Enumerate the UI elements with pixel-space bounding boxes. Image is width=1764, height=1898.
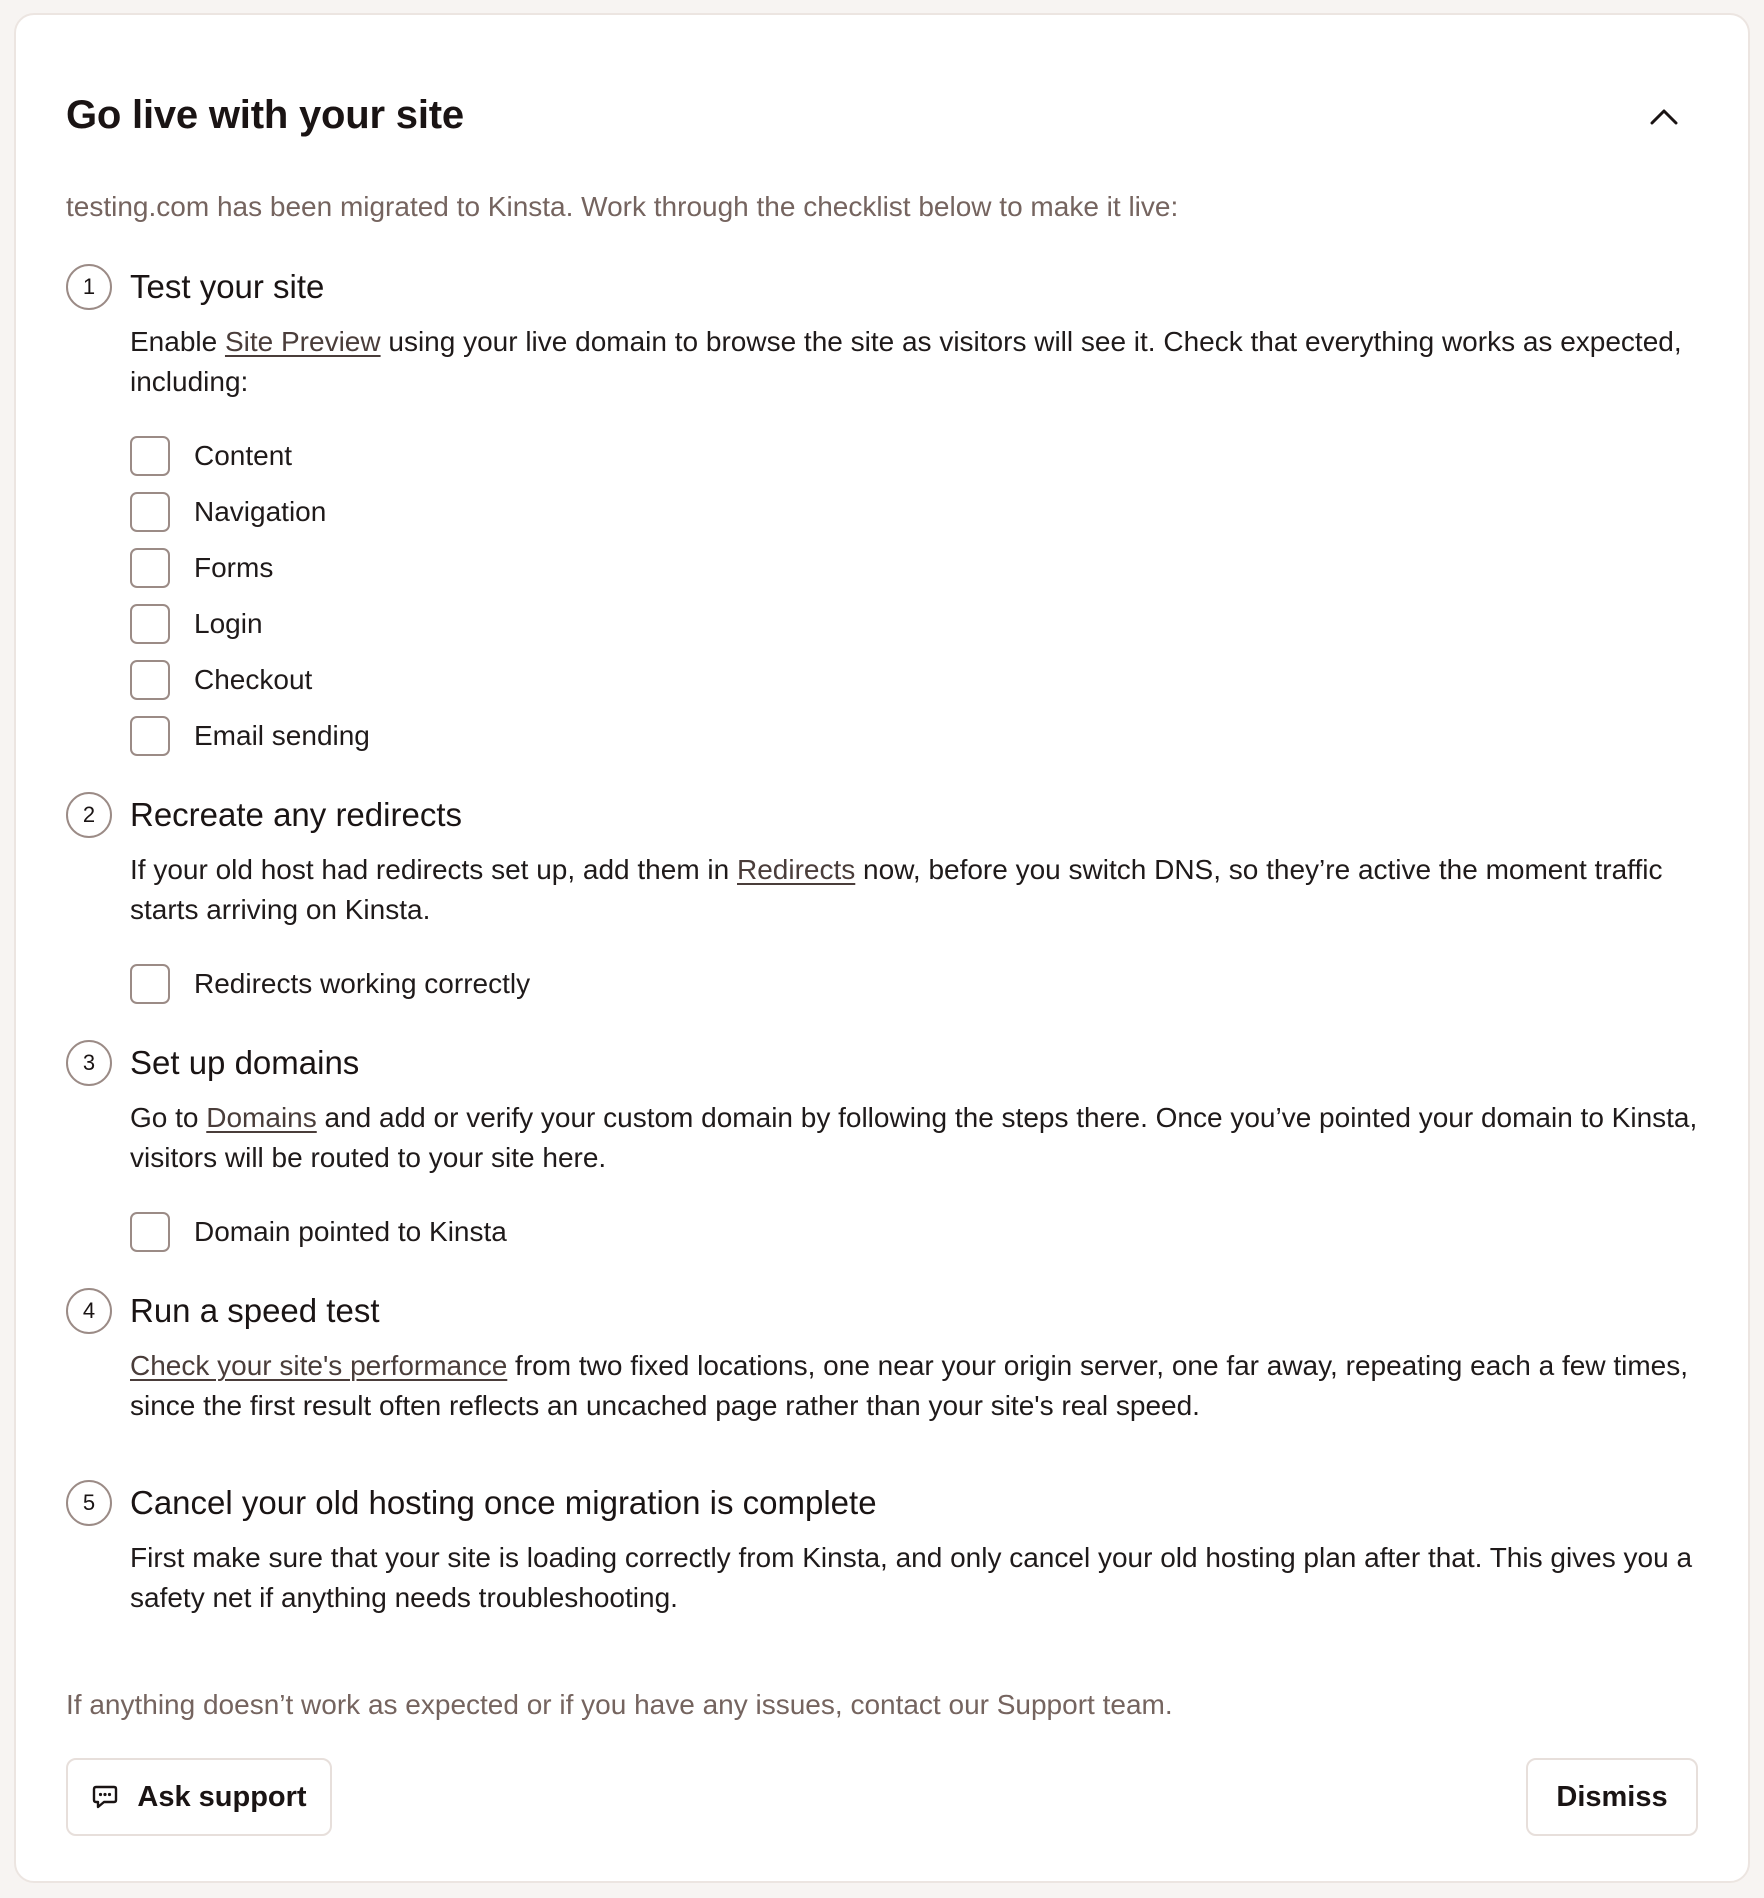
step-title: Set up domains [130,1044,360,1081]
support-note: If anything doesn’t work as expected or if you have any issues, contact our Support team. [66,1689,1173,1720]
step-description: Check your site's performance from two fixed locations, one near your origin server, one far away, repeating each a few times, since the first result often reflects an uncached page rather than your site's real speed. [130,1350,1689,1421]
domains-link[interactable]: Domains [206,1102,317,1133]
checklist-label: Login [194,608,263,639]
checkbox[interactable] [130,492,170,532]
ask-support-button[interactable] [66,1758,332,1836]
step-description: Enable Site Preview using your live domain to browse the site as visitors will see it. Check that everything works as expected, including: [130,326,1682,397]
check-performance-link[interactable]: Check your site's performance [130,1350,508,1381]
checklist-item-email-sending[interactable] [130,716,370,756]
checklist-item-navigation[interactable] [130,492,326,532]
checkbox[interactable] [130,604,170,644]
checklist-label: Domain pointed to Kinsta [194,1216,507,1247]
step-description: First make sure that your site is loading correctly from Kinsta, and only cancel your old hosting plan after that. This gives you a safety net if anything needs troubleshooting. [130,1542,1693,1613]
checkbox[interactable] [130,548,170,588]
card-title: Go live with your site [66,93,464,137]
step-title: Run a speed test [130,1292,380,1329]
step-title: Test your site [130,268,325,305]
step-title: Recreate any redirects [130,796,462,833]
checklist-item-login[interactable] [130,604,263,644]
checklist-item-forms[interactable] [130,548,273,588]
step-number: 4 [66,1288,112,1334]
checklist-label: Navigation [194,496,327,527]
go-live-card [14,13,1750,1883]
checklist-item-domain-pointed[interactable] [130,1212,507,1252]
checkbox[interactable] [130,716,170,756]
redirects-link[interactable]: Redirects [737,854,856,885]
step-title: Cancel your old hosting once migration is complete [130,1484,877,1521]
checkbox[interactable] [130,1212,170,1252]
checklist-item-redirects-working[interactable] [130,964,530,1004]
checklist-label: Email sending [194,720,370,751]
step-number: 2 [66,792,112,838]
checklist-label: Checkout [194,664,313,695]
step-number: 5 [66,1480,112,1526]
chevron-up-icon [1649,108,1679,126]
checkbox[interactable] [130,660,170,700]
step-number: 1 [66,264,112,310]
step-description: Go to Domains and add or verify your custom domain by following the steps there. Once you’ve pointed your domain to Kinsta, visitors will be routed to your site here. [130,1102,1698,1173]
chat-bubble-icon [91,1783,119,1811]
site-preview-link[interactable]: Site Preview [224,326,381,357]
collapse-button[interactable] [1640,93,1688,141]
ask-support-label: Ask support [137,1780,307,1813]
checkbox[interactable] [130,964,170,1004]
checklist-item-content[interactable] [130,436,292,476]
dismiss-button[interactable]: Dismiss [1526,1758,1698,1836]
step-number: 3 [66,1040,112,1086]
checkbox[interactable] [130,436,170,476]
checklist-item-checkout[interactable] [130,660,312,700]
checklist-label: Content [194,440,293,471]
step-description: If your old host had redirects set up, add them in Redirects now, before you switch DNS, so they’re active the moment traffic starts arriving on Kinsta. [130,854,1663,925]
checklist-label: Redirects working correctly [194,968,531,999]
intro-text: testing.com has been migrated to Kinsta. Work through the checklist below to make it live: [66,191,1179,222]
checklist-label: Forms [194,552,274,583]
